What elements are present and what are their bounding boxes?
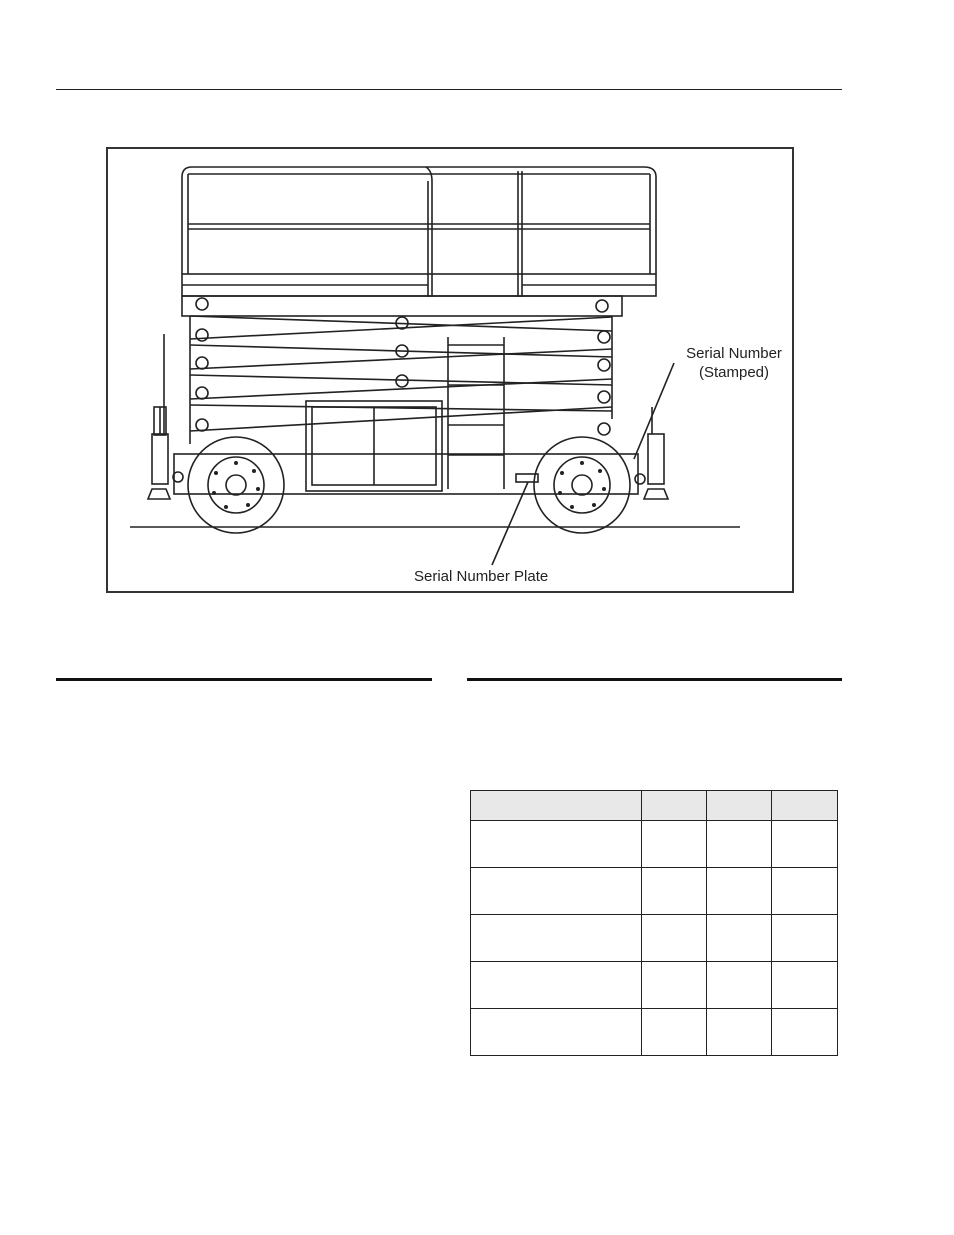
callout-stamped-label: (Stamped) [698,364,770,381]
table-cell [772,821,838,868]
table-cell [707,1009,772,1056]
table-cell [707,915,772,962]
table-header-cell [642,791,707,821]
section-rule-right [467,678,842,681]
table-cell [471,915,642,962]
scissor-lift-figure [106,147,794,593]
table-row [471,821,838,868]
table-cell [642,915,707,962]
table-header-cell [772,791,838,821]
section-rule-left [56,678,432,681]
table-row [471,962,838,1009]
serial-number-plate-callout: Serial Number Plate [414,568,549,585]
callout-serial-number-label: Serial Number [686,345,782,362]
specification-table [470,790,838,1056]
table-cell [772,868,838,915]
table-cell [772,1009,838,1056]
table-header-row [471,791,838,821]
table-cell [471,1009,642,1056]
table-header-cell [471,791,642,821]
table-cell [707,868,772,915]
table-cell [642,868,707,915]
serial-number-stamped-callout [674,344,794,382]
table-header-cell [707,791,772,821]
table-cell [707,821,772,868]
header-rule [56,89,842,90]
table-cell [642,1009,707,1056]
table-cell [471,962,642,1009]
table-cell [642,962,707,1009]
table-cell [772,915,838,962]
table-cell [642,821,707,868]
table-cell [707,962,772,1009]
table-row [471,915,838,962]
table-row [471,1009,838,1056]
table-row [471,868,838,915]
table-cell [471,821,642,868]
table-cell [772,962,838,1009]
table-cell [471,868,642,915]
